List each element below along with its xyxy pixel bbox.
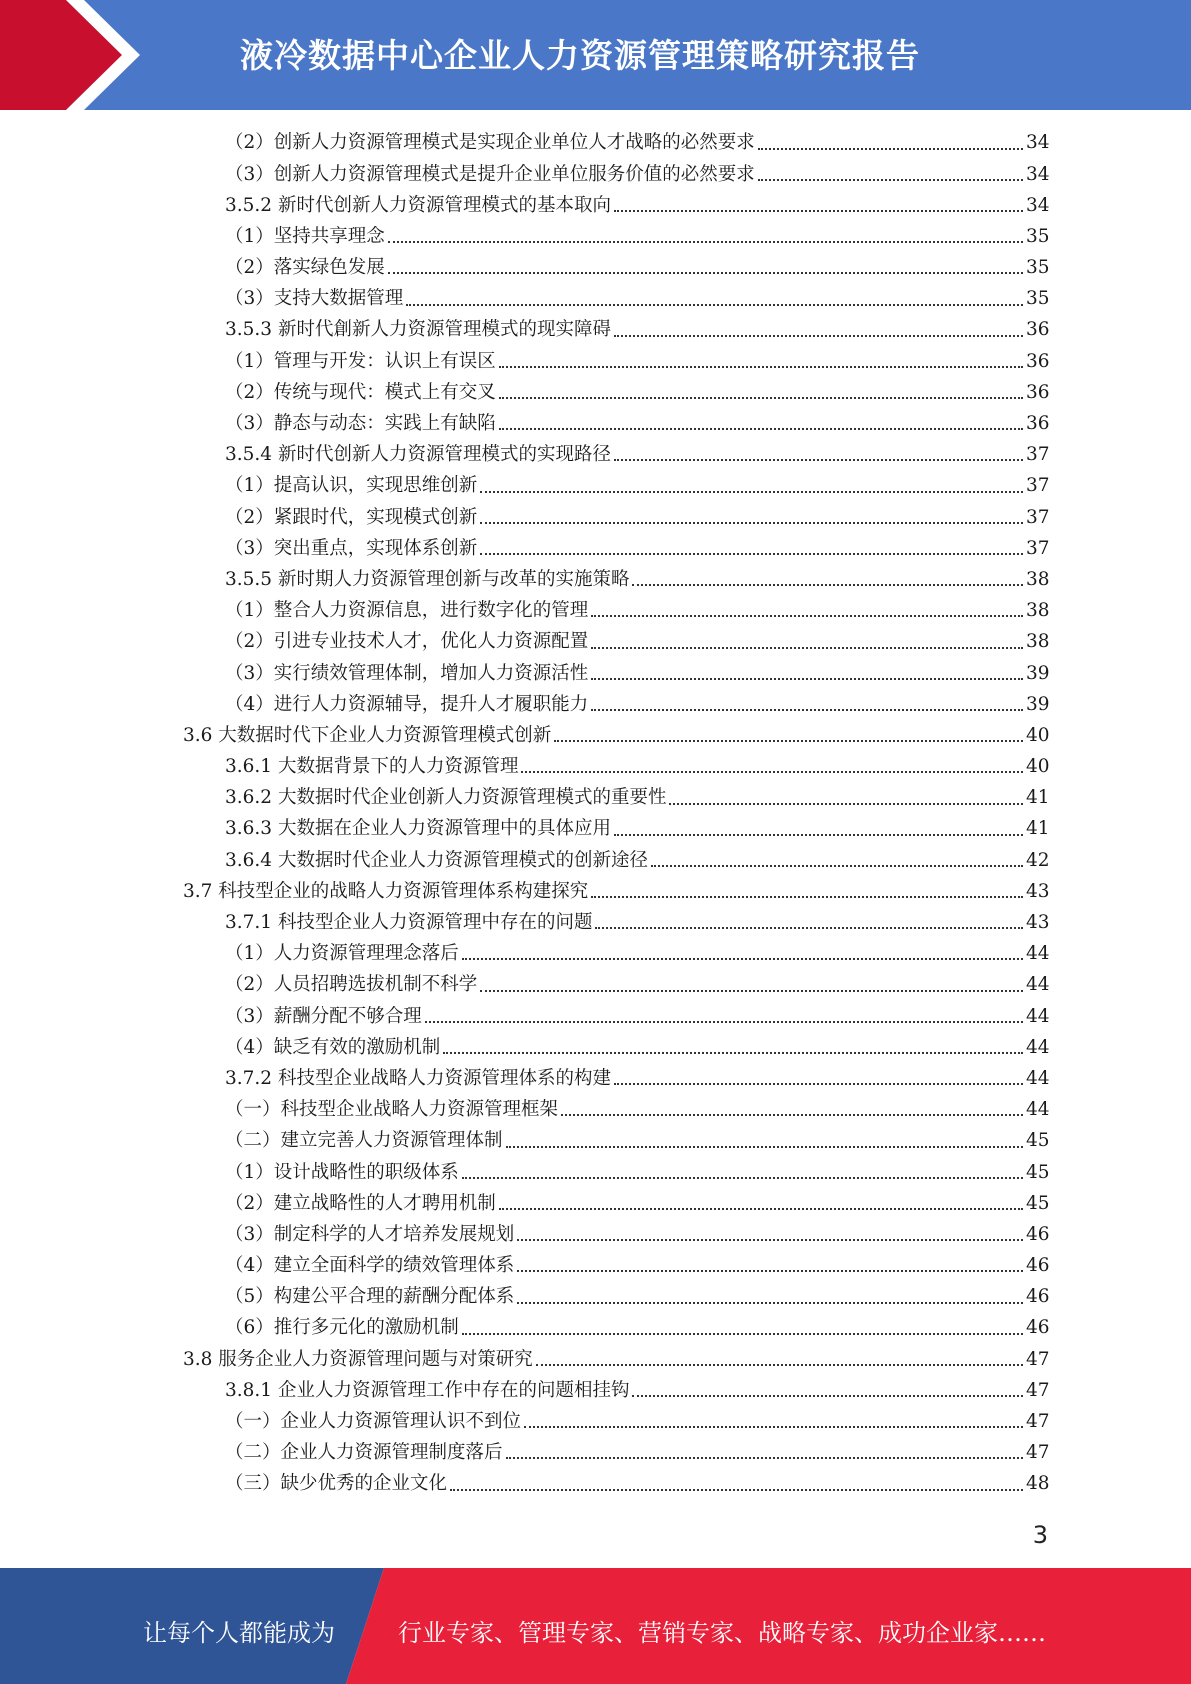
toc-entry-title: （4）建立全面科学的绩效管理体系: [225, 1255, 515, 1277]
toc-entry-page: 46: [1026, 1255, 1050, 1277]
toc-dot-leader: [591, 678, 1023, 680]
toc-dot-leader: [536, 1364, 1023, 1366]
toc-dot-leader: [591, 709, 1023, 711]
toc-entry-page: 34: [1026, 163, 1050, 185]
toc-entry-title: 3.8.1 企业人力资源管理工作中存在的问题相挂钩: [225, 1379, 630, 1401]
toc-dot-leader: [406, 304, 1023, 306]
toc-dot-leader: [521, 771, 1023, 773]
toc-entry-title: （1）整合人力资源信息，进行数字化的管理: [225, 600, 589, 622]
toc-entry-title: （1）管理与开发：认识上有误区: [225, 350, 496, 372]
toc-entry[interactable]: [0, 1251, 1191, 1282]
toc-dot-leader: [614, 210, 1023, 212]
page-number: 3: [1032, 1521, 1048, 1549]
toc-dot-leader: [517, 1270, 1023, 1272]
toc-entry[interactable]: [0, 1188, 1191, 1219]
toc-dot-leader: [632, 584, 1023, 586]
toc-dot-leader: [499, 366, 1023, 368]
toc-entry-page: 46: [1026, 1286, 1050, 1308]
toc-dot-leader: [561, 1114, 1023, 1116]
footer-slogan-left: 让每个人都能成为: [143, 1619, 335, 1647]
toc-dot-leader: [506, 1146, 1023, 1148]
toc-entry-page: 43: [1026, 880, 1050, 902]
toc-entry-title: （2）紧跟时代，实现模式创新: [225, 506, 478, 528]
toc-dot-leader: [450, 1489, 1023, 1491]
toc-entry-page: 34: [1026, 132, 1050, 154]
toc-entry-page: 35: [1026, 257, 1050, 279]
toc-dot-leader: [388, 272, 1023, 274]
toc-entry[interactable]: [0, 721, 1191, 752]
toc-entry-page: 42: [1026, 849, 1050, 871]
toc-entry-title: （2）传统与现代：模式上有交叉: [225, 381, 496, 403]
toc-entry-page: 44: [1026, 1005, 1050, 1027]
toc-entry[interactable]: [0, 1001, 1191, 1032]
toc-entry-page: 34: [1026, 194, 1050, 216]
toc-entry-page: 37: [1026, 444, 1050, 466]
toc-entry-title: （1）设计战略性的职级体系: [225, 1161, 459, 1183]
toc-entry-page: 44: [1026, 1099, 1050, 1121]
toc-entry-page: 47: [1026, 1379, 1050, 1401]
toc-entry[interactable]: [0, 1407, 1191, 1438]
toc-entry-page: 36: [1026, 381, 1050, 403]
toc-entry-title: （4）进行人力资源辅导，提升人才履职能力: [225, 693, 589, 715]
toc-entry[interactable]: [0, 533, 1191, 564]
toc-entry[interactable]: [0, 565, 1191, 596]
toc-entry[interactable]: [0, 128, 1191, 159]
toc-entry-title: 3.6.4 大数据时代企业人力资源管理模式的创新途径: [225, 849, 648, 871]
toc-entry-page: 44: [1026, 1067, 1050, 1089]
toc-dot-leader: [614, 459, 1023, 461]
toc-entry-page: 47: [1026, 1348, 1050, 1370]
toc-entry-page: 48: [1026, 1473, 1050, 1495]
toc-entry-page: 47: [1026, 1442, 1050, 1464]
toc-entry[interactable]: [0, 409, 1191, 440]
toc-entry[interactable]: [0, 502, 1191, 533]
toc-entry-title: 3.6 大数据时代下企业人力资源管理模式创新: [183, 724, 552, 746]
toc-dot-leader: [480, 491, 1023, 493]
toc-entry[interactable]: [0, 440, 1191, 471]
footer-slogan-right: 行业专家、管理专家、营销专家、战略专家、成功企业家……: [398, 1619, 1046, 1647]
toc-entry[interactable]: [0, 1220, 1191, 1251]
toc-entry-page: 44: [1026, 943, 1050, 965]
toc-entry-page: 45: [1026, 1161, 1050, 1183]
toc-entry-title: 3.6.3 大数据在企业人力资源管理中的具体应用: [225, 818, 611, 840]
toc-entry-title: （3）静态与动态：实践上有缺陷: [225, 413, 496, 435]
toc-entry-page: 39: [1026, 662, 1050, 684]
toc-entry-title: 3.7 科技型企业的战略人力资源管理体系构建探究: [183, 880, 589, 902]
toc-dot-leader: [462, 1177, 1023, 1179]
toc-entry[interactable]: [0, 752, 1191, 783]
footer-banner: [0, 1568, 1191, 1684]
toc-entry[interactable]: [0, 346, 1191, 377]
toc-entry[interactable]: [0, 159, 1191, 190]
toc-dot-leader: [480, 553, 1023, 555]
toc-entry-page: 35: [1026, 225, 1050, 247]
toc-dot-leader: [591, 896, 1023, 898]
toc-dot-leader: [462, 1333, 1023, 1335]
toc-entry-title: （3）支持大数据管理: [225, 288, 404, 310]
toc-entry-page: 40: [1026, 724, 1050, 746]
toc-entry-title: （1）提高认识，实现思维创新: [225, 475, 478, 497]
toc-entry[interactable]: [0, 1095, 1191, 1126]
toc-dot-leader: [591, 615, 1023, 617]
toc-entry[interactable]: [0, 658, 1191, 689]
toc-dot-leader: [462, 958, 1023, 960]
toc-entry-title: （6）推行多元化的激励机制: [225, 1317, 459, 1339]
toc-entry-title: （3）突出重点，实现体系创新: [225, 537, 478, 559]
toc-entry[interactable]: [0, 1344, 1191, 1375]
toc-entry[interactable]: [0, 939, 1191, 970]
toc-entry-page: 36: [1026, 413, 1050, 435]
toc-dot-leader: [425, 1021, 1023, 1023]
toc-entry-title: 3.6.2 大数据时代企业创新人力资源管理模式的重要性: [225, 787, 667, 809]
toc-entry[interactable]: [0, 471, 1191, 502]
toc-dot-leader: [651, 865, 1023, 867]
toc-entry-title: （一）科技型企业战略人力资源管理框架: [225, 1099, 559, 1121]
toc-entry-page: 37: [1026, 475, 1050, 497]
toc-entry[interactable]: [0, 1157, 1191, 1188]
toc-entry-title: 3.5.5 新时期人力资源管理创新与改革的实施策略: [225, 568, 630, 590]
toc-dot-leader: [499, 428, 1023, 430]
toc-entry-title: 3.5.4 新时代创新人力资源管理模式的实现路径: [225, 444, 611, 466]
header-banner: [0, 0, 1191, 110]
toc-entry[interactable]: [0, 315, 1191, 346]
toc-entry[interactable]: [0, 378, 1191, 409]
toc-entry-title: （2）建立战略性的人才聘用机制: [225, 1192, 496, 1214]
toc-entry-title: （3）创新人力资源管理模式是提升企业单位服务价值的必然要求: [225, 163, 755, 185]
toc-dot-leader: [614, 834, 1023, 836]
toc-entry-title: （二）建立完善人力资源管理体制: [225, 1130, 503, 1152]
toc-dot-leader: [669, 803, 1023, 805]
table-of-contents: [0, 128, 1191, 1500]
toc-entry-page: 37: [1026, 537, 1050, 559]
toc-dot-leader: [388, 241, 1023, 243]
toc-dot-leader: [554, 740, 1023, 742]
toc-entry[interactable]: [0, 970, 1191, 1001]
toc-entry-page: 43: [1026, 912, 1050, 934]
toc-entry-page: 46: [1026, 1223, 1050, 1245]
toc-entry-page: 38: [1026, 631, 1050, 653]
toc-entry[interactable]: [0, 596, 1191, 627]
toc-dot-leader: [499, 397, 1023, 399]
toc-dot-leader: [614, 1083, 1023, 1085]
toc-dot-leader: [517, 1239, 1023, 1241]
toc-entry[interactable]: [0, 1282, 1191, 1313]
toc-entry-page: 39: [1026, 693, 1050, 715]
toc-dot-leader: [524, 1426, 1023, 1428]
toc-entry-title: 3.5.2 新时代创新人力资源管理模式的基本取向: [225, 194, 611, 216]
toc-entry-title: 3.6.1 大数据背景下的人力资源管理: [225, 756, 519, 778]
document-title: 液冷数据中心企业人力资源管理策略研究报告: [240, 36, 920, 75]
toc-entry-page: 45: [1026, 1130, 1050, 1152]
toc-entry[interactable]: [0, 284, 1191, 315]
toc-entry-title: （二）企业人力资源管理制度落后: [225, 1442, 503, 1464]
toc-entry[interactable]: [0, 253, 1191, 284]
toc-dot-leader: [443, 1052, 1023, 1054]
toc-entry-title: （1）人力资源管理理念落后: [225, 943, 459, 965]
toc-entry-title: （3）制定科学的人才培养发展规划: [225, 1223, 515, 1245]
toc-entry[interactable]: [0, 908, 1191, 939]
toc-entry-page: 35: [1026, 288, 1050, 310]
toc-entry-page: 41: [1026, 787, 1050, 809]
toc-entry-title: （一）企业人力资源管理认识不到位: [225, 1411, 522, 1433]
toc-entry-title: 3.8 服务企业人力资源管理问题与对策研究: [183, 1348, 533, 1370]
toc-dot-leader: [758, 148, 1023, 150]
header-chevron-graphic: [0, 0, 160, 110]
toc-dot-leader: [632, 1395, 1023, 1397]
toc-entry[interactable]: [0, 1469, 1191, 1500]
toc-dot-leader: [517, 1302, 1023, 1304]
toc-entry-title: （3）薪酬分配不够合理: [225, 1005, 422, 1027]
toc-entry-page: 36: [1026, 350, 1050, 372]
toc-entry-title: （4）缺乏有效的激励机制: [225, 1036, 441, 1058]
toc-dot-leader: [499, 1208, 1023, 1210]
toc-entry-title: （2）创新人力资源管理模式是实现企业单位人才战略的必然要求: [225, 132, 755, 154]
toc-entry-page: 36: [1026, 319, 1050, 341]
toc-entry[interactable]: [0, 1064, 1191, 1095]
toc-entry-page: 38: [1026, 600, 1050, 622]
toc-entry[interactable]: [0, 845, 1191, 876]
toc-dot-leader: [480, 990, 1023, 992]
toc-entry[interactable]: [0, 1126, 1191, 1157]
toc-entry[interactable]: [0, 1313, 1191, 1344]
toc-entry[interactable]: [0, 783, 1191, 814]
toc-entry[interactable]: [0, 689, 1191, 720]
toc-dot-leader: [614, 335, 1023, 337]
toc-entry-page: 45: [1026, 1192, 1050, 1214]
toc-entry-page: 44: [1026, 974, 1050, 996]
toc-entry[interactable]: [0, 814, 1191, 845]
toc-entry[interactable]: [0, 1376, 1191, 1407]
toc-entry-page: 47: [1026, 1411, 1050, 1433]
toc-dot-leader: [480, 522, 1023, 524]
toc-entry-title: （3）实行绩效管理体制，增加人力资源活性: [225, 662, 589, 684]
toc-entry[interactable]: [0, 877, 1191, 908]
toc-dot-leader: [595, 927, 1023, 929]
toc-entry[interactable]: [0, 1032, 1191, 1063]
toc-entry[interactable]: [0, 222, 1191, 253]
toc-entry-title: 3.7.2 科技型企业战略人力资源管理体系的构建: [225, 1067, 611, 1089]
toc-entry[interactable]: [0, 627, 1191, 658]
toc-entry-title: 3.5.3 新时代創新人力资源管理模式的现实障碍: [225, 319, 611, 341]
toc-entry-page: 40: [1026, 756, 1050, 778]
toc-entry-title: （三）缺少优秀的企业文化: [225, 1473, 448, 1495]
toc-entry-page: 41: [1026, 818, 1050, 840]
toc-entry-page: 46: [1026, 1317, 1050, 1339]
toc-entry-title: （1）坚持共享理念: [225, 225, 385, 247]
toc-entry-title: （2）引进专业技术人才，优化人力资源配置: [225, 631, 589, 653]
toc-entry-page: 37: [1026, 506, 1050, 528]
toc-dot-leader: [506, 1457, 1023, 1459]
toc-entry-page: 44: [1026, 1036, 1050, 1058]
toc-dot-leader: [758, 179, 1023, 181]
toc-entry-title: （5）构建公平合理的薪酬分配体系: [225, 1286, 515, 1308]
toc-entry-page: 38: [1026, 568, 1050, 590]
toc-entry[interactable]: [0, 1438, 1191, 1469]
toc-entry[interactable]: [0, 190, 1191, 221]
toc-entry-title: （2）落实绿色发展: [225, 257, 385, 279]
toc-dot-leader: [591, 647, 1023, 649]
toc-entry-title: 3.7.1 科技型企业人力资源管理中存在的问题: [225, 912, 593, 934]
toc-entry-title: （2）人员招聘选拔机制不科学: [225, 974, 478, 996]
